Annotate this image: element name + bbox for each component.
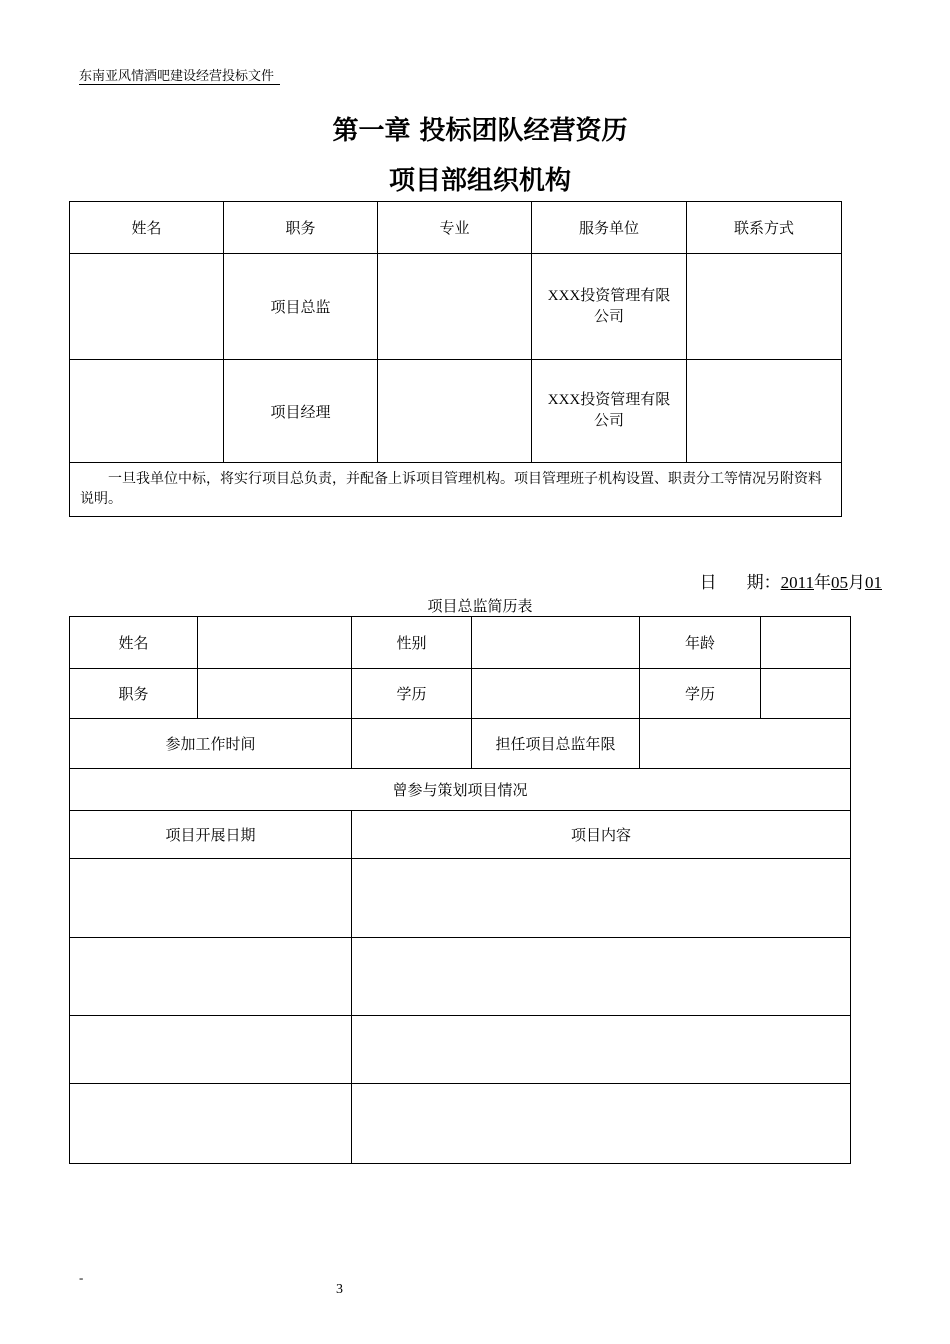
org-structure-table (69, 201, 842, 517)
gender-label: 性别 (352, 617, 472, 669)
project-date-cell (70, 859, 352, 938)
table-row (70, 669, 851, 719)
cell-position: 项目经理 (224, 360, 378, 463)
cell-unit-text: XXX投资管理有限公司 (547, 287, 671, 325)
education-value (472, 669, 640, 719)
cell-position: 项目总监 (224, 254, 378, 360)
table-row (70, 1084, 851, 1164)
projects-heading: 曾参与策划项目情况 (70, 769, 851, 811)
table-row (70, 719, 851, 769)
cell-unit-text: XXX投资管理有限公司 (547, 392, 671, 429)
cell-contact (687, 360, 842, 463)
cell-unit (532, 360, 687, 463)
date-line (700, 568, 882, 593)
document-header: 东南亚风情酒吧建设经营投标文件 (79, 68, 280, 85)
resume-caption: 项目总监简历表 (427, 599, 533, 615)
education-label: 学历 (352, 669, 472, 719)
column-header-major: 专业 (378, 202, 532, 254)
chapter-title: 第一章 投标团队经营资历 (332, 116, 628, 146)
work-start-value (352, 719, 472, 769)
column-header-position: 职务 (224, 202, 378, 254)
date-month-unit: 月 (848, 573, 865, 592)
cell-name (70, 254, 224, 360)
education-value-2 (761, 669, 851, 719)
work-start-label: 参加工作时间 (70, 719, 352, 769)
project-date-cell (70, 938, 352, 1016)
table-row (70, 938, 851, 1016)
project-content-cell (352, 1084, 851, 1164)
cell-unit (532, 254, 687, 360)
column-header-name: 姓名 (70, 202, 224, 254)
date-month: 05 (831, 573, 848, 592)
cell-major (378, 360, 532, 463)
note-row (70, 463, 842, 517)
table-header-row (70, 202, 842, 254)
footer-dash: - (79, 1270, 84, 1285)
project-date-header: 项目开展日期 (70, 811, 352, 859)
cell-contact (687, 254, 842, 360)
date-day: 01 (865, 573, 882, 592)
director-years-label: 担任项目总监年限 (472, 719, 640, 769)
education-label-2: 学历 (640, 669, 761, 719)
table-row (70, 811, 851, 859)
cell-name (70, 360, 224, 463)
project-content-cell (352, 938, 851, 1016)
table-row (70, 859, 851, 938)
gender-value (472, 617, 640, 669)
cell-major (378, 254, 532, 360)
date-year-unit: 年 (814, 573, 831, 592)
table-row (70, 360, 842, 463)
project-content-header: 项目内容 (352, 811, 851, 859)
section-title: 项目部组织机构 (388, 166, 571, 196)
table-row (70, 617, 851, 669)
name-label: 姓名 (70, 617, 198, 669)
director-years-value (640, 719, 851, 769)
table-row (70, 254, 842, 360)
resume-table (69, 616, 851, 1164)
project-content-cell (352, 1016, 851, 1084)
table-row (70, 1016, 851, 1084)
age-label: 年龄 (640, 617, 761, 669)
table-row (70, 769, 851, 811)
org-note: 一旦我单位中标，将实行项目总负责，并配备上诉项目管理机构。项目管理班子机构设置、职责分工等情况另附资料说明。 (70, 463, 842, 517)
project-content-cell (352, 859, 851, 938)
project-date-cell (70, 1084, 352, 1164)
page-number: 3 (336, 1282, 343, 1297)
date-label-b: 期： (746, 573, 781, 592)
project-date-cell (70, 1016, 352, 1084)
position-label: 职务 (70, 669, 198, 719)
date-year: 2011 (780, 573, 814, 592)
position-value (198, 669, 352, 719)
name-value (198, 617, 352, 669)
column-header-unit: 服务单位 (532, 202, 687, 254)
date-label-a: 日 (699, 573, 717, 592)
age-value (761, 617, 851, 669)
column-header-contact: 联系方式 (687, 202, 842, 254)
